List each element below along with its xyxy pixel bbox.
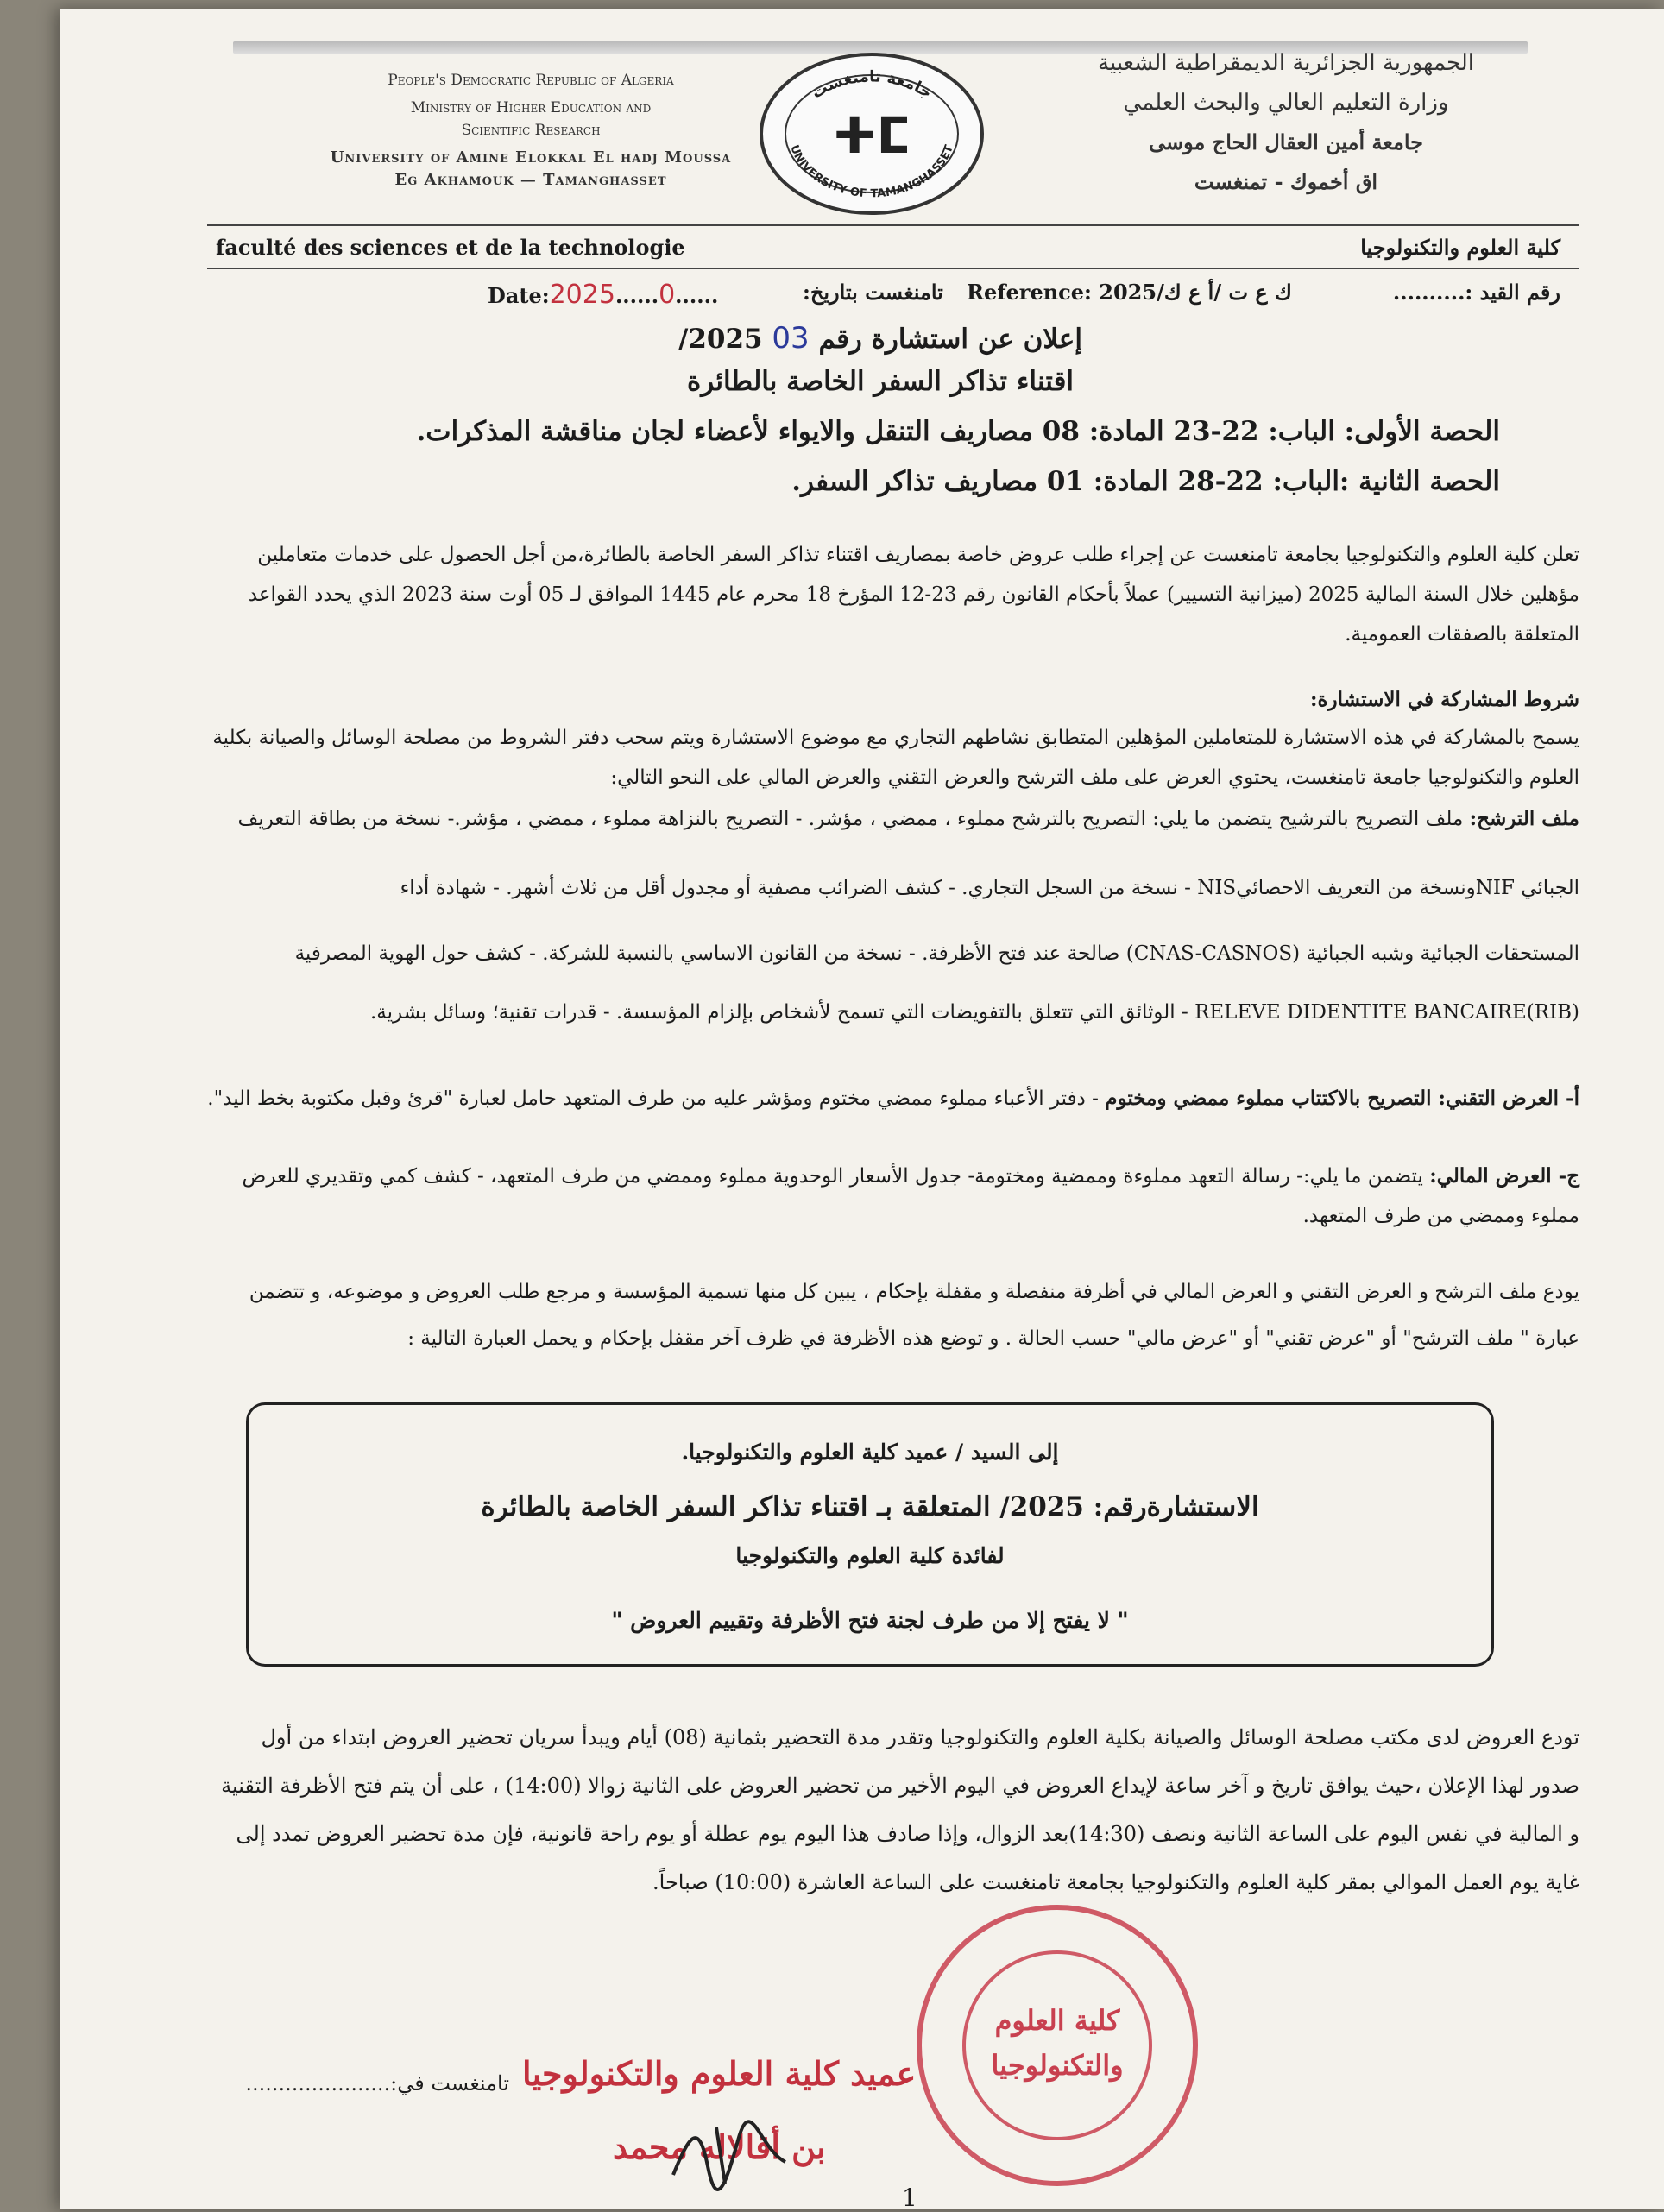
lot-two: الحصة الثانية :الباب: 22-28 المادة: 01 مصاريف تذاكر السفر. [791, 466, 1500, 497]
conditions-title: شروط المشاركة في الاستشارة: [1309, 688, 1579, 711]
date-field [488, 280, 718, 310]
financial-offer-text: يتضمن ما يلي:- رسالة التعهد مملوءة وممضية ومختومة- جدول الأسعار الوحدوية مملوء وممضي من طرف المتعهد، - كشف كمي وتقديري للعرض مملوء وممضي من طرف المتعهد. [242, 1165, 1579, 1227]
dossier-line-3: المستحقات الجبائية وشبه الجبائية (CNAS-CASNOS) صالحة عند فتح الأظرفة. - نسخة من القانون الاساسي بالنسبة للشركة. - كشف حول الهوية المصرفية [294, 942, 1579, 965]
deposit-paragraph: يودع ملف الترشح و العرض التقني و العرض المالي في أظرفة منفصلة و مقفلة بإحكام ، يبين كل منها تسمية المؤسسة و مرجع طلب العروض و موضوعه، و تتضمن عبارة " ملف الترشح" أو "عرض تقني" أو "عرض مالي" حسب الحالة . و توضع هذه الأظرفة في ظرف آخر مقفل بإحكام و يحمل العبارة التالية : [249, 1281, 1579, 1350]
date-dots: ...... [615, 283, 659, 308]
signer-name: بن أقالاله محمد [613, 2127, 826, 2166]
handwritten-signature [665, 2114, 794, 2192]
official-stamp [911, 1899, 1204, 2192]
technical-offer [207, 1079, 1579, 1119]
envelope-line-1: إلى السيد / عميد كلية العلوم والتكنولوجيا. [681, 1440, 1059, 1465]
city-date-label: تامنغست بتاريخ: [803, 280, 943, 305]
logo-english-text: UNIVERSITY OF TAMANGHASSET [787, 143, 956, 201]
dossier-line-1 [207, 799, 1579, 839]
header-arabic [1010, 43, 1562, 202]
faculty-french: faculté des sciences et de la technologie [216, 235, 685, 260]
intro-paragraph: تعلن كلية العلوم والتكنولوجيا بجامعة تامنغست عن إجراء طلب عروض خاصة بمصاريف اقتناء تذاكر السفر الخاصة بالطائرة،من أجل الحصول على خدمات متعاملين مؤهلين خلال السنة المالية 2025 (ميزانية التسيير) عملاً بأحكام القانون رقم 23-12 المؤرخ 18 محرم عام 1445 الموافق لـ 05 أوت سنة 2023 الذي يحدد القواعد المتعلقة بالصفقات العمومية. [248, 544, 1579, 646]
page-number: 1 [902, 2184, 917, 2212]
envelope-label-box [246, 1402, 1494, 1667]
stamp-center-text: كلية العلوم والتكنولوجيا [991, 2004, 1124, 2082]
dossier-line-4: RELEVE DIDENTITE BANCAIRE(RIB) - الوثائق التي تتعلق بالتفويضات التي تسمح لأشخاص بإلزام المؤسسة. - قدرات تقنية؛ وسائل بشرية. [369, 1001, 1579, 1024]
dossier-text-1: ملف التصريح بالترشيح يتضمن ما يلي: التصريح بالترشح مملوء ، ممضي ، مؤشر. - التصريح بالنزاهة مملوء ، ممضي ، مؤشر.- نسخة من بطاقة التعريف [237, 808, 1464, 830]
document-page [60, 9, 1664, 2212]
envelope-line-2-label: الاستشارةرقم: [1093, 1491, 1259, 1522]
signer-title: عميد كلية العلوم والتكنولوجيا [522, 2054, 917, 2093]
header-divider [207, 224, 1579, 226]
faculty-arabic: كلية العلوم والتكنولوجيا [1360, 235, 1560, 260]
header-en-university: University of Amine Elokkal El hadj Moussa [330, 148, 732, 167]
envelope-line-3: لفائدة كلية العلوم والتكنولوجيا [735, 1543, 1005, 1568]
logo-arabic-text: جامعة تامنغست [808, 67, 936, 103]
announcement-prefix: إعلان عن استشارة رقم [818, 324, 1082, 355]
header-en-line: Ministry of Higher Education and [410, 99, 652, 117]
header-en-line: People's Democratic Republic of Algeria [388, 72, 674, 89]
date-label: Date: [488, 283, 550, 308]
technical-offer-text: - دفتر الأعباء مملوء ممضي مختوم ومؤشر عليه من طرف المتعهد حامل لعبارة "قرئ وقبل مكتوبة بخط اليد". [207, 1087, 1099, 1110]
faculty-divider [207, 268, 1579, 269]
technical-offer-label: أ- العرض التقني: التصريح بالاكتتاب مملوء ممضي ومختوم [1105, 1087, 1579, 1110]
date-dots-2: ...... [675, 283, 719, 308]
announcement-number: 03 [772, 321, 810, 356]
header-ar-line: جامعة أمين العقال الحاج موسى [1149, 129, 1423, 154]
envelope-line-4: " لا يفتح إلا من طرف لجنة فتح الأظرفة وتقييم العروض " [611, 1608, 1129, 1633]
conditions-paragraph: يسمح بالمشاركة في هذه الاستشارة للمتعاملين المؤهلين المتطابق نشاطهم التجاري مع موضوع الاستشارة ويتم سحب دفتر الشروط من مصلحة الوسائل والصيانة بكلية العلوم والتكنولوجيا جامعة تامنغست، يحتوي العرض على ملف الترشح والعرض التقني والعرض المالي على النحو التالي: [212, 727, 1579, 789]
announcement-year: 2025/ [678, 324, 763, 355]
header-en-line: Scientific Research [461, 122, 601, 139]
header-ar-line: اق أخموك - تمنغست [1194, 169, 1378, 194]
dossier-line-2: الجبائي NIFونسخة من التعريف الاحصائيNIS - نسخة من السجل التجاري. - كشف الضرائب مصفية أو مجدول أقل من ثلاث أشهر. - شهادة أداء [400, 877, 1579, 899]
logo-mark: ⵜⵎ [832, 106, 911, 165]
university-logo [755, 47, 988, 220]
place-date: تامنغست في:...................... [245, 2071, 509, 2095]
envelope-line-2 [249, 1491, 1491, 1522]
financial-offer [207, 1156, 1579, 1236]
header-english [220, 69, 841, 192]
date-handwritten: 2025 [549, 280, 615, 310]
date-handwritten-2: 0 [659, 280, 676, 310]
envelope-line-2-text: 2025/ المتعلقة بـ اقتناء تذاكر السفر الخاصة بالطائرة [481, 1491, 1084, 1522]
header-ar-line: وزارة التعليم العالي والبحث العلمي [1123, 90, 1449, 116]
registry-number: رقم القيد :.......... [1392, 280, 1560, 305]
lot-one: الحصة الأولى: الباب: 22-23 المادة: 08 مصاريف التنقل والايواء لأعضاء لجان مناقشة المذكرات. [416, 416, 1500, 447]
dossier-label: ملف الترشح: [1469, 807, 1579, 830]
header-ar-line: الجمهورية الجزائرية الديمقراطية الشعبية [1098, 50, 1474, 76]
announcement-subject: اقتناء تذاكر السفر الخاصة بالطائرة [686, 366, 1075, 397]
announcement-title [406, 321, 1355, 356]
header-en-city: Eg Akhamouk — Tamanghasset [394, 171, 667, 189]
closing-paragraph: تودع العروض لدى مكتب مصلحة الوسائل والصيانة بكلية العلوم والتكنولوجيا وتقدر مدة التحضير بثمانية (08) أيام ويبدأ سريان تحضير العروض ابتداء من أول صدور لهذا الإعلان ،حيث يوافق تاريخ و آخر ساعة لإيداع العروض في اليوم الأخير من تحضير العروض على الثانية زوالا (14:00) ، على أن يتم فتح الأظرفة التقنية و المالية في نفس اليوم على الساعة الثانية ونصف (14:30)بعد الزوال، وإذا صادف هذا اليوم يوم عطلة أو يوم راحة قانونية، فإن مدة تحضير العروض تمدد إلى غاية يوم العمل الموالي بمقر كلية العلوم والتكنولوجيا بجامعة تامنغست على الساعة العاشرة (10:00) صباحاً. [221, 1725, 1579, 1894]
financial-offer-label: ج- العرض المالي: [1429, 1164, 1579, 1188]
reference: Reference: 2025/ك ع ت /أ ع ك [967, 280, 1292, 305]
